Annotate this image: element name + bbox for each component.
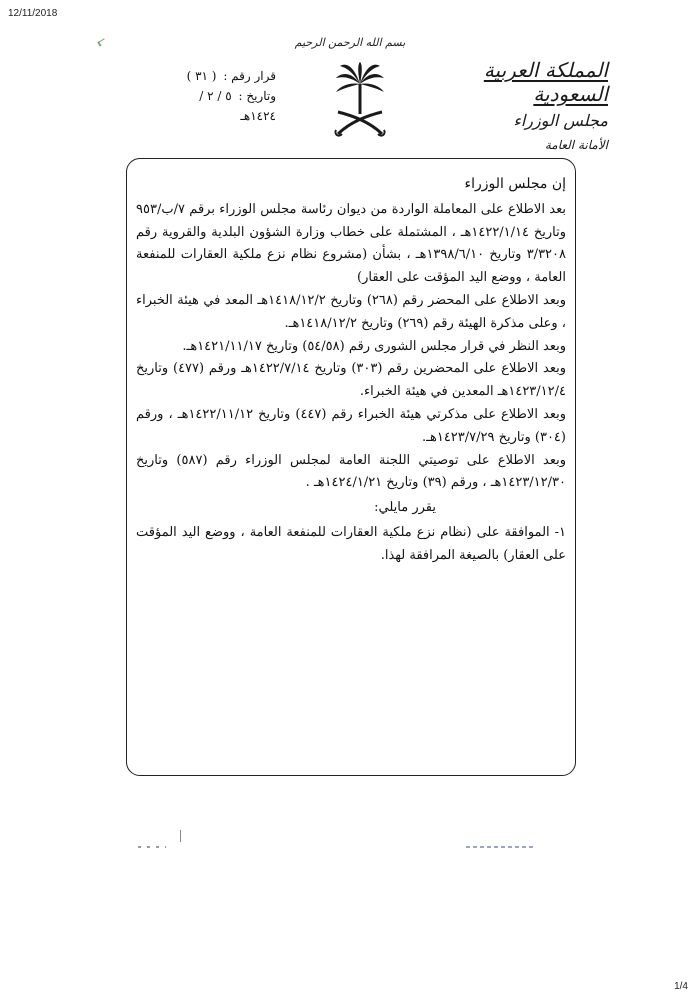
- decision-date-line: [160, 86, 276, 126]
- paragraph-2: وبعد الاطلاع على المحضر رقم (٢٦٨) وتاريخ ١٤١٨/١٢/٢هـ المعد في هيئة الخبراء ، وعلى مذكرة الهيئة رقم (٢٦٩) وتاريخ ١٤١٨/١٢/٢هـ.: [136, 292, 566, 331]
- decision-number: ( ٣١ ): [186, 69, 217, 83]
- print-date: 12/11/2018: [8, 8, 58, 19]
- issuer-block: [433, 58, 608, 154]
- page-number: 1/4: [674, 981, 688, 992]
- clause-1: ١- الموافقة على (نظام نزع ملكية العقارات للمنفعة العامة ، ووضع اليد المؤقت على العقار) بالصيغة المرافقة لهذا.: [136, 524, 566, 563]
- council-name: مجلس الوزراء: [513, 111, 608, 130]
- basmala: بسم الله الرحمن الرحيم: [294, 36, 406, 49]
- paragraph-5: وبعد الاطلاع على مذكرتي هيئة الخبراء رقم (٤٤٧) وتاريخ ١٤٢٢/١١/١٢هـ ، ورقم (٣٠٤) وتاريخ ١٤٢٣/٧/٢٩هـ.: [136, 406, 567, 445]
- scan-dots-right: [466, 846, 536, 848]
- paragraph-1: بعد الاطلاع على المعاملة الواردة من ديوان رئاسة مجلس الوزراء برقم ٧/ب/٩٥٣ وتاريخ ١٤٢٢/١/١٤هـ ، المشتملة على خطاب وزارة الشؤون البلدية والقروية رقم ٣/٣٢٠٨ وتاريخ ١٣٩٨/٦/١٠هـ ، بشأن (مشروع نظام نزع ملكية العقارات للمنفعة العامة ، ووضع اليد المؤقت على العقار): [136, 201, 566, 286]
- paragraph-6: وبعد الاطلاع على توصيتي اللجنة العامة لمجلس الوزراء رقم (٥٨٧) وتاريخ ١٤٢٣/١٢/٣٠هـ ، ورقم (٣٩) وتاريخ ١٤٢٤/١/٢١هـ .: [136, 452, 566, 491]
- decision-reference: [160, 66, 276, 126]
- scan-artifacts: [0, 820, 700, 860]
- decides-heading: يقرر مايلي:: [374, 500, 436, 516]
- letterhead: [0, 0, 700, 160]
- paragraph-4: وبعد الاطلاع على المحضرين رقم (٣٠٣) وتاريخ ١٤٢٢/٧/١٤هـ ورقم (٤٧٧) وتاريخ ١٤٢٣/١٢/٤هـ المعدين في هيئة الخبراء.: [136, 361, 566, 400]
- kingdom-name: المملكة العربية السعودية: [483, 58, 608, 106]
- scan-line-mark: [180, 830, 181, 842]
- paragraph-3: وبعد النظر في قرار مجلس الشورى رقم (٥٤/٥٨) وتاريخ ١٤٢١/١١/١٧هـ.: [182, 338, 566, 354]
- opening-line: إن مجلس الوزراء: [464, 176, 566, 192]
- decision-date: ٥ / ٢ / ١٤٢٤هـ: [199, 89, 276, 123]
- decision-date-label: وتاريخ :: [238, 89, 276, 103]
- saudi-emblem-icon: [332, 62, 388, 138]
- decision-number-line: [160, 66, 276, 86]
- decision-number-label: قرار رقم :: [223, 69, 276, 83]
- decision-text: [136, 173, 566, 568]
- secretariat-name: الأمانة العامة: [544, 138, 608, 152]
- scan-dots-left: [138, 846, 166, 848]
